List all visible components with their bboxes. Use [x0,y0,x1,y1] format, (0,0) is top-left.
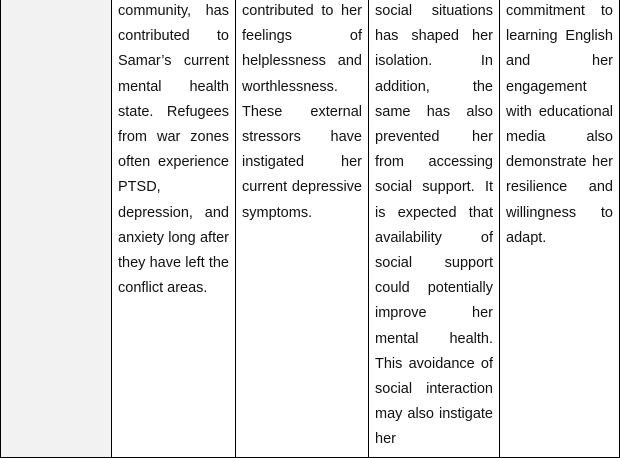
cell-text: community, has contributed to Samar’s current mental health state. Refugees from war zones often experience PTSD, depression, and anxiety long after they have left the conflict areas. [118,3,229,297]
table-cell-label-column [1,0,112,458]
table-cell-social [369,0,500,458]
cell-text: social situations has shaped her isolation. In addition, the same has also prevented her from accessing social support. It is expected that availability of social support could potentially improve her mental health. This avoidance of social interaction may also instigate her [375,3,493,448]
table-cell-stressors [236,0,369,458]
cell-text: contributed to her feelings of helplessness and worthlessness. These external stressors have instigated her current depressive symptoms. [242,3,362,221]
table-cell-strengths [500,0,620,458]
table-row [1,0,620,458]
cell-text: commitment to learning English and her engagement with educational media also demonstrate her resilience and willingness to adapt. [506,3,613,246]
table-cell-background [112,0,236,458]
